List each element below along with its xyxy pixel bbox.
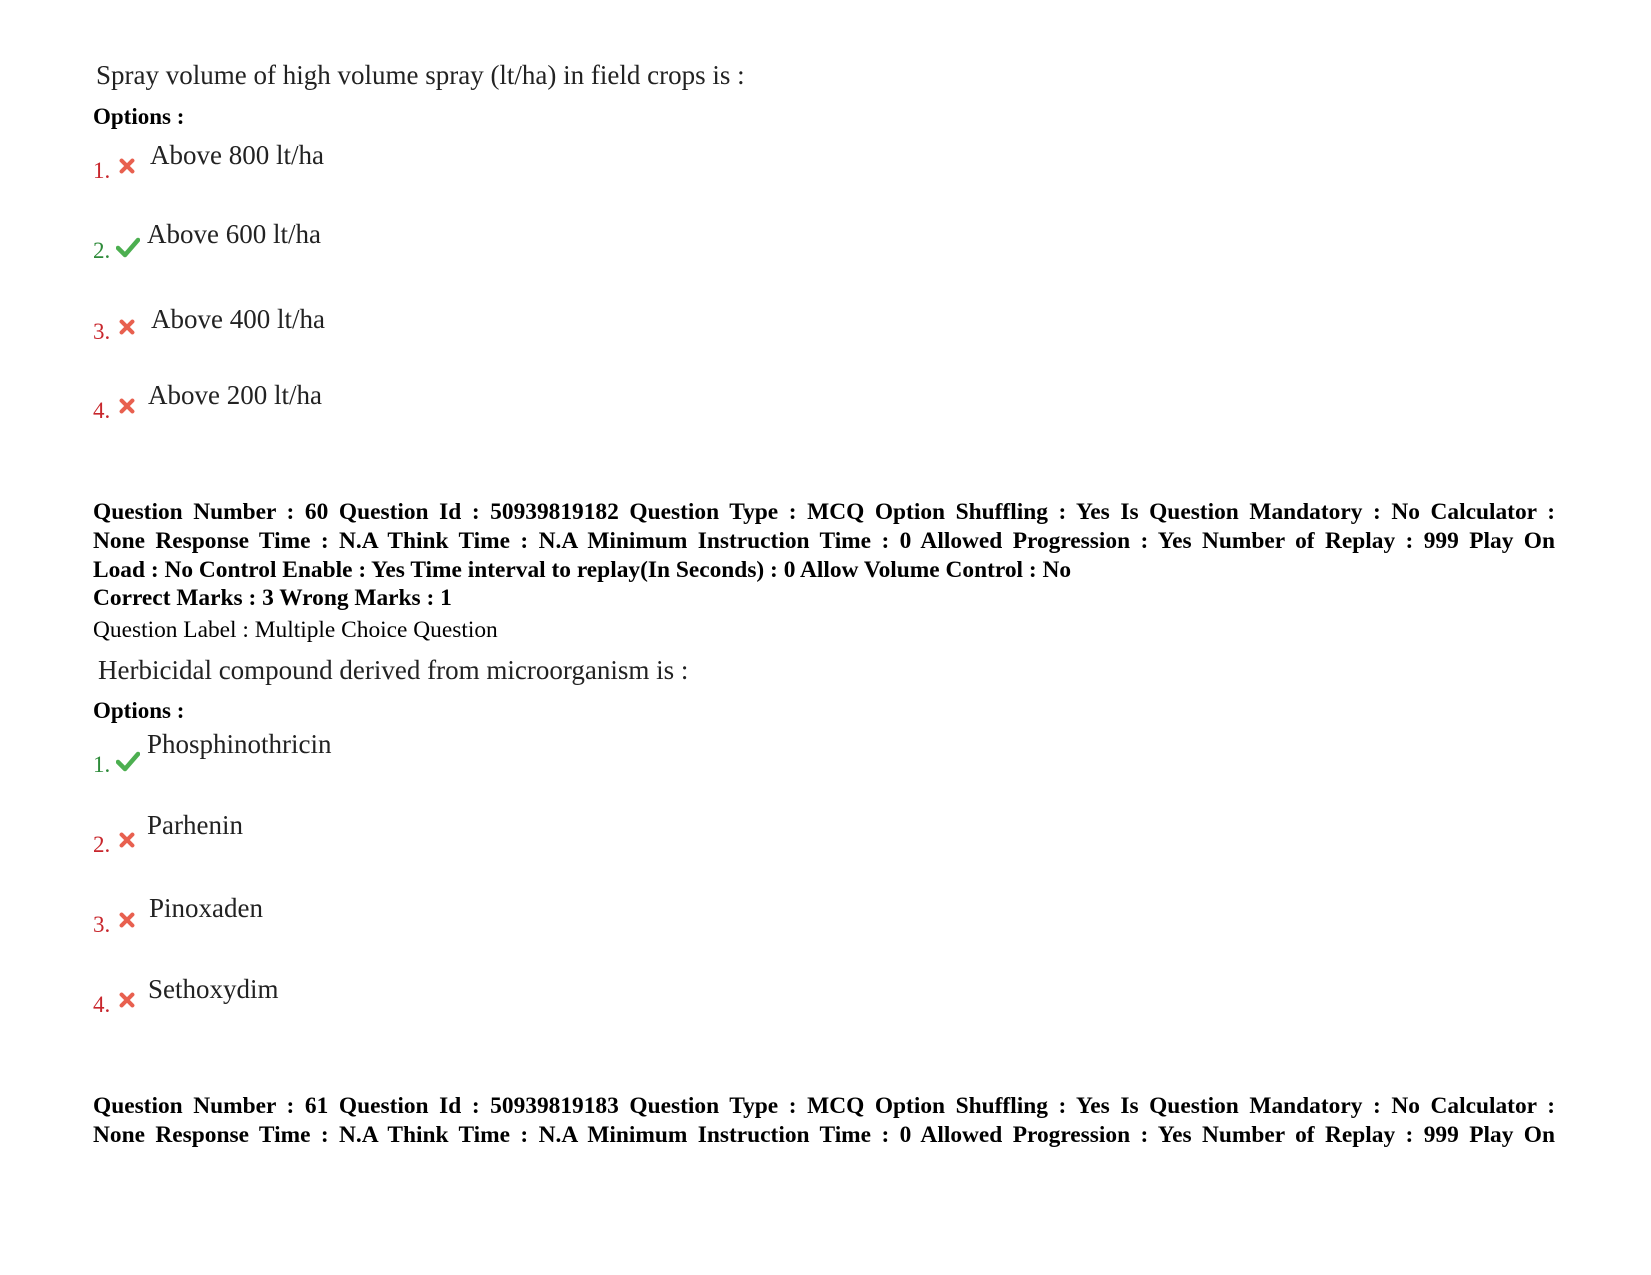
cross-icon (118, 318, 136, 336)
option-number: 1. (93, 158, 111, 183)
option-number: 3. (93, 912, 111, 937)
option-text: Parhenin (147, 810, 243, 840)
cross-icon (118, 831, 136, 849)
option-text: Sethoxydim (148, 974, 279, 1004)
metadata-line: Question Number : 61 Question Id : 50939819183 Question Type : MCQ Option Shuffling : Yes Is Question Mandatory : No Calculator : (93, 1093, 1555, 1119)
cross-icon (118, 911, 136, 929)
option-number: 2. (93, 238, 111, 263)
option-text: Above 200 lt/ha (148, 380, 322, 410)
option-text: Phosphinothricin (147, 729, 332, 759)
metadata-line: None Response Time : N.A Think Time : N.A Minimum Instruction Time : 0 Allowed Progression : Yes Number of Replay : 999 Play On (93, 528, 1555, 554)
option-number: 1. (93, 752, 111, 777)
cross-icon (118, 397, 136, 415)
options-label: Options : (93, 698, 185, 723)
options-label: Options : (93, 104, 185, 129)
cross-icon (118, 991, 136, 1009)
check-icon (116, 236, 140, 258)
option-number: 4. (93, 992, 111, 1017)
option-number: 3. (93, 319, 111, 344)
option-text: Above 800 lt/ha (150, 140, 324, 170)
question-text: Herbicidal compound derived from microorganism is : (98, 655, 689, 685)
option-number: 4. (93, 398, 111, 423)
metadata-line: None Response Time : N.A Think Time : N.A Minimum Instruction Time : 0 Allowed Progression : Yes Number of Replay : 999 Play On (93, 1122, 1555, 1148)
option-text: Pinoxaden (149, 893, 263, 923)
option-text: Above 600 lt/ha (147, 219, 321, 249)
option-text: Above 400 lt/ha (151, 304, 325, 334)
question-metadata (93, 498, 1555, 585)
check-icon (116, 750, 140, 772)
question-metadata (93, 1092, 1555, 1150)
option-number: 2. (93, 832, 111, 857)
question-text: Spray volume of high volume spray (lt/ha) in field crops is : (96, 60, 745, 90)
metadata-line: Load : No Control Enable : Yes Time interval to replay(In Seconds) : 0 Allow Volume Control : No (93, 557, 1072, 583)
question-label: Question Label : Multiple Choice Question (93, 617, 498, 643)
question-marks: Correct Marks : 3 Wrong Marks : 1 (93, 585, 452, 611)
metadata-line: Question Number : 60 Question Id : 50939819182 Question Type : MCQ Option Shuffling : Yes Is Question Mandatory : No Calculator : (93, 499, 1555, 525)
cross-icon (118, 157, 136, 175)
